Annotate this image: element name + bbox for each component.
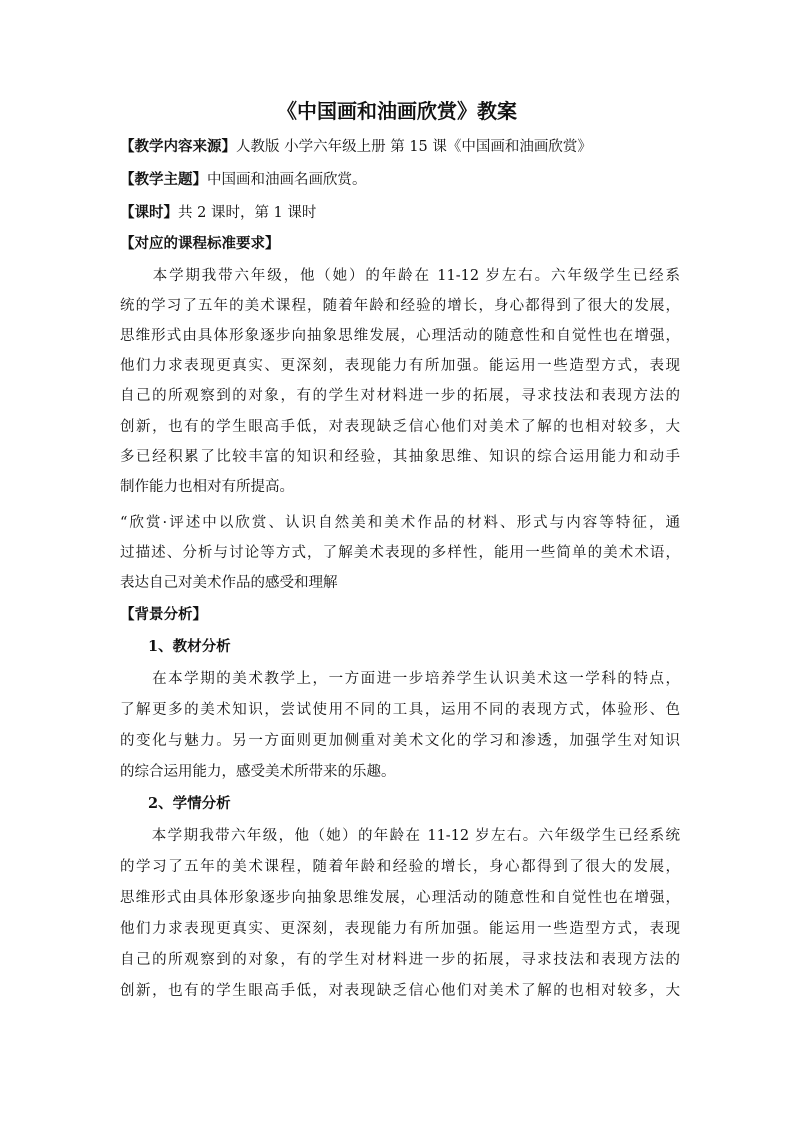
quote-paragraph-line: “欣赏·评述中以欣赏、认识自然美和美术作品的材料、形式与内容等特征，通 [120, 515, 680, 531]
standards-paragraph-line: 制作能力也相对有所提高。 [120, 479, 294, 495]
source-text: 人教版 小学六年级上册 第 15 课《中国画和油画欣赏》 [236, 139, 592, 155]
learner-heading: 2、学情分析 [148, 795, 231, 812]
learner-paragraph-line: 他们力求表现更真实、更深刻，表现能力有所加强。能运用一些造型方式，表现 [120, 921, 680, 937]
standards-heading: 【对应的课程标准要求】 [120, 235, 280, 252]
standards-paragraph-line: 他们力求表现更真实、更深刻，表现能力有所加强。能运用一些造型方式，表现 [120, 358, 680, 374]
topic-text: 中国画和油画名画欣赏。 [207, 172, 367, 188]
document-title: 《中国画和油画欣赏》教案 [277, 99, 517, 123]
topic-label: 【教学主题】 [120, 171, 207, 188]
material-paragraph-line: 的综合运用能力，感受美术所带来的乐趣。 [120, 764, 396, 780]
standards-paragraph-line: 本学期我带六年级，他（她）的年龄在 11-12 岁左右。六年级学生已经系 [120, 268, 680, 284]
quote-paragraph-line: 过描述、分析与讨论等方式，了解美术表现的多样性，能用一些简单的美术术语， [120, 545, 680, 561]
learner-paragraph-line: 自己的所观察到的对象，有的学生对材料进一步的拓展，寻求技法和表现方法的 [120, 952, 680, 968]
standards-paragraph-line: 多已经积累了比较丰富的知识和经验，其抽象思维、知识的综合运用能力和动手 [120, 449, 680, 465]
material-paragraph-line: 了解更多的美术知识，尝试使用不同的工具，运用不同的表现方式，体验形、色 [120, 702, 680, 718]
source-label: 【教学内容来源】 [120, 138, 236, 155]
standards-paragraph-line: 思维形式由具体形象逐步向抽象思维发展，心理活动的随意性和自觉性也在增强， [120, 328, 680, 344]
material-paragraph-line: 在本学期的美术教学上，一方面进一步培养学生认识美术这一学科的特点， [120, 671, 680, 687]
standards-paragraph-line: 统的学习了五年的美术课程，随着年龄和经验的增长，身心都得到了很大的发展， [120, 298, 680, 314]
quote-paragraph-line: 表达自己对美术作品的感受和理解 [120, 575, 338, 591]
hours-line [120, 199, 680, 227]
hours-label: 【课时】 [120, 204, 178, 221]
material-paragraph-line: 的变化与魅力。另一方面则更加侧重对美术文化的学习和渗透，加强学生对知识 [120, 733, 680, 749]
learner-paragraph-line: 思维形式由具体形象逐步向抽象思维发展，心理活动的随意性和自觉性也在增强， [120, 890, 680, 906]
learner-paragraph-line: 本学期我带六年级，他（她）的年龄在 11-12 岁左右。六年级学生已经系统 [120, 828, 680, 844]
standards-paragraph-line: 自己的所观察到的对象，有的学生对材料进一步的拓展，寻求技法和表现方法的 [120, 388, 680, 404]
material-heading: 1、教材分析 [148, 638, 231, 655]
hours-text: 共 2 课时，第 1 课时 [178, 205, 317, 221]
standards-paragraph-line: 创新，也有的学生眼高手低，对表现缺乏信心他们对美术了解的也相对较多，大 [120, 419, 680, 435]
topic-line [120, 166, 680, 194]
learner-paragraph-line: 的学习了五年的美术课程，随着年龄和经验的增长，身心都得到了很大的发展， [120, 859, 680, 875]
source-line [120, 133, 680, 161]
learner-paragraph-line: 创新，也有的学生眼高手低，对表现缺乏信心他们对美术了解的也相对较多，大 [120, 983, 680, 999]
background-heading: 【背景分析】 [120, 606, 207, 623]
